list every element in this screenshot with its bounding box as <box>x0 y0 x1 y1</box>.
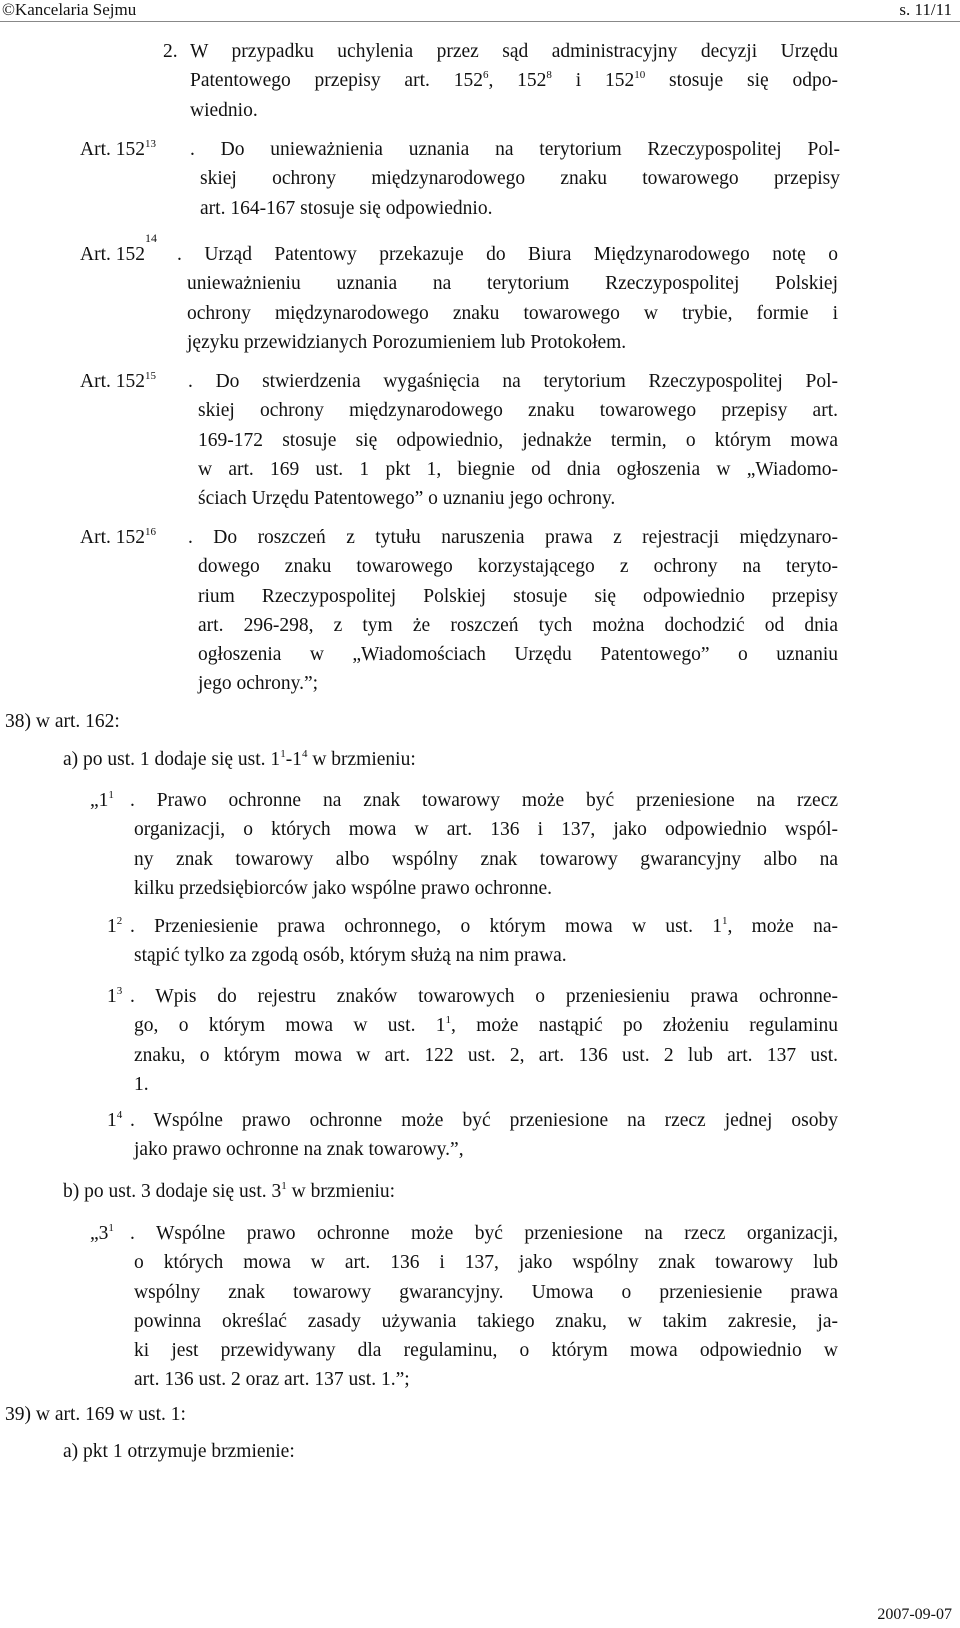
ust-1-1-text <box>130 786 838 903</box>
item-2-text <box>190 37 838 125</box>
ust-1-2-text <box>130 912 838 971</box>
item-2-label: 2. <box>163 41 178 62</box>
text-line: . Wspólne prawo ochronne może być przeniesione na rzecz organizacji, <box>130 1223 838 1244</box>
point-38: 38) w art. 162: <box>5 711 120 732</box>
text-line: skiej ochrony międzynarodowego znaku towarowego przepisy <box>200 168 840 190</box>
text-run: stosuje się odpo- <box>645 70 839 92</box>
point-38-a <box>63 745 416 774</box>
text-line: . Wspólne prawo ochronne może być przeniesione na rzecz jednej osoby <box>130 1110 838 1131</box>
text-line <box>190 66 838 95</box>
text-line <box>134 1011 838 1040</box>
text-line: . Do roszczeń z tytułu naruszenia prawa z rejestracji międzynaro- <box>188 527 838 548</box>
header-source: ©Kancelaria Sejmu <box>2 0 137 19</box>
text-run: , może nastąpić po złożeniu regulaminu <box>451 1015 838 1037</box>
text-line: ochrony międzynarodowego znaku towarowego w trybie, formie i <box>187 302 838 324</box>
text-line: ogłoszenia w „Wiadomościach Urzędu Patentowego” o uznaniu <box>198 644 838 666</box>
ust-1-4-text <box>130 1106 838 1165</box>
text-line: W przypadku uchylenia przez sąd administracyjny decyzji Urzędu <box>190 41 838 62</box>
text-line: organizacji, o których mowa w art. 136 i 137, jako odpowiednio wspól- <box>134 819 838 841</box>
text-run: -1 <box>285 749 302 770</box>
text-line <box>130 912 838 941</box>
text-run: i 152 <box>551 70 635 92</box>
text-line: w art. 169 ust. 1 pkt 1, biegnie od dnia ogłoszenia w „Wiadomo- <box>198 458 838 480</box>
superscript: 4 <box>301 747 308 760</box>
text-line: języku przewidzianych Porozumieniem lub Protokołem. <box>187 331 627 353</box>
text-line: znaku, o którym mowa w art. 122 ust. 2, art. 136 ust. 2 lub art. 137 ust. <box>134 1044 838 1066</box>
text-line: unieważnieniu uznania na terytorium Rzeczypospolitej Polskiej <box>187 273 838 295</box>
art-152-16-text <box>188 523 838 699</box>
superscript: 1 <box>281 1179 287 1192</box>
art-152-14-label: Art. $152^{14}$ <box>80 231 157 265</box>
point-39-a: a) pkt 1 otrzymuje brzmienie: <box>63 1441 295 1462</box>
text-line: . Wpis do rejestru znaków towarowych o przeniesieniu prawa ochronne- <box>130 986 838 1007</box>
text-run: go, o którym mowa w ust. 1 <box>134 1015 446 1037</box>
text-line: art. 164-167 stosuje się odpowiednio. <box>200 197 493 219</box>
superscript: 1 <box>280 747 286 760</box>
superscript: 1 <box>445 1013 452 1026</box>
ust-1-3-text <box>130 982 838 1099</box>
text-line: ny znak towarowy albo wspólny znak towarowy gwarancyjny albo na <box>134 848 838 870</box>
point-39: 39) w art. 169 w ust. 1: <box>5 1404 186 1425</box>
footer-date: 2007-09-07 <box>877 1606 952 1623</box>
text-line: 1. <box>134 1073 149 1095</box>
header-rule <box>0 21 960 22</box>
page-header <box>0 0 960 22</box>
superscript: 6 <box>482 68 489 81</box>
text-line: art. 136 ust. 2 oraz art. 137 ust. 1.”; <box>134 1369 410 1391</box>
text-line: . Do stwierdzenia wygaśnięcia na terytorium Rzeczypospolitej Pol- <box>188 371 838 392</box>
ust-1-3-label: $1^3$ <box>107 984 123 1007</box>
ust-1-2-label: $1^2$ <box>107 914 123 937</box>
text-line: ściach Urzędu Patentowego” o uznaniu jego ochrony. <box>198 488 616 510</box>
text-line: . Urząd Patentowy przekazuje do Biura Międzynarodowego notę o <box>177 244 838 265</box>
art-152-15-label: Art. $152^{15}$ <box>80 369 156 392</box>
text-line: dowego znaku towarowego korzystającego z ochrony na teryto- <box>198 556 838 578</box>
text-run: a) po ust. 1 dodaje się ust. 1 <box>63 749 281 770</box>
text-line: jego ochrony.”; <box>198 673 319 695</box>
superscript: 1 <box>721 914 728 927</box>
text-line: o których mowa w art. 136 i 137, jako wspólny znak towarowy lub <box>134 1252 838 1274</box>
text-run: w brzmieniu: <box>307 749 416 770</box>
text-line: powinna określać zasady używania takiego znaku, w takim zakresie, ja- <box>134 1310 838 1332</box>
text-line: art. 296-298, z tym że roszczeń tych można dochodzić od dnia <box>198 614 838 636</box>
ust-3-1-text <box>130 1219 838 1395</box>
text-line: . Do unieważnienia uznania na terytorium Rzeczypospolitej Pol- <box>190 139 840 160</box>
text-line: wiednio. <box>190 99 258 121</box>
text-line: . Prawo ochronne na znak towarowy może być przeniesione na rzecz <box>130 790 838 811</box>
text-line: wspólny znak towarowy gwarancyjny. Umowa o przeniesienie prawa <box>134 1281 838 1303</box>
text-run: b) po ust. 3 dodaje się ust. 3 <box>63 1181 282 1202</box>
text-line: ki jest przewidywany dla regulaminu, o którym mowa odpowiednio w <box>134 1340 838 1362</box>
art-152-15-text <box>188 367 838 513</box>
text-run: . Przeniesienie prawa ochronnego, o którym mowa w ust. 1 <box>130 916 722 937</box>
superscript: 8 <box>546 68 552 81</box>
ust-3-1-label: $„3^1$ <box>90 1221 114 1244</box>
art-152-13-text <box>190 135 840 223</box>
art-152-13-label: Art. $152^{13}$ <box>80 137 156 160</box>
superscript: 10 <box>634 68 646 81</box>
text-line: skiej ochrony międzynarodowego znaku towarowego przepisy art. <box>198 400 838 422</box>
art-152-14-text <box>177 240 838 357</box>
text-line: jako prawo ochronne na znak towarowy.”, <box>134 1139 464 1161</box>
text-line: kilku przedsiębiorców jako wspólne prawo ochronne. <box>134 877 553 899</box>
text-line: 169-172 stosuje się odpowiednio, jednakże termin, o którym mowa <box>198 429 838 451</box>
header-page-number: s. 11/11 <box>899 0 952 19</box>
text-line: stąpić tylko za zgodą osób, którym służą na nim prawa. <box>134 945 567 967</box>
text-run: , 152 <box>488 70 547 92</box>
text-line: rium Rzeczypospolitej Polskiej stosuje się odpowiednio przepisy <box>198 585 838 607</box>
point-38-b <box>63 1177 395 1206</box>
art-152-16-label: Art. $152^{16}$ <box>80 525 156 548</box>
text-run: Patentowego przepisy art. 152 <box>190 70 483 92</box>
ust-1-1-label: $„1^1$ <box>90 788 114 811</box>
text-run: w brzmieniu: <box>286 1181 396 1202</box>
text-run: , może na- <box>727 916 838 937</box>
ust-1-4-label: $1^4$ <box>107 1108 123 1131</box>
